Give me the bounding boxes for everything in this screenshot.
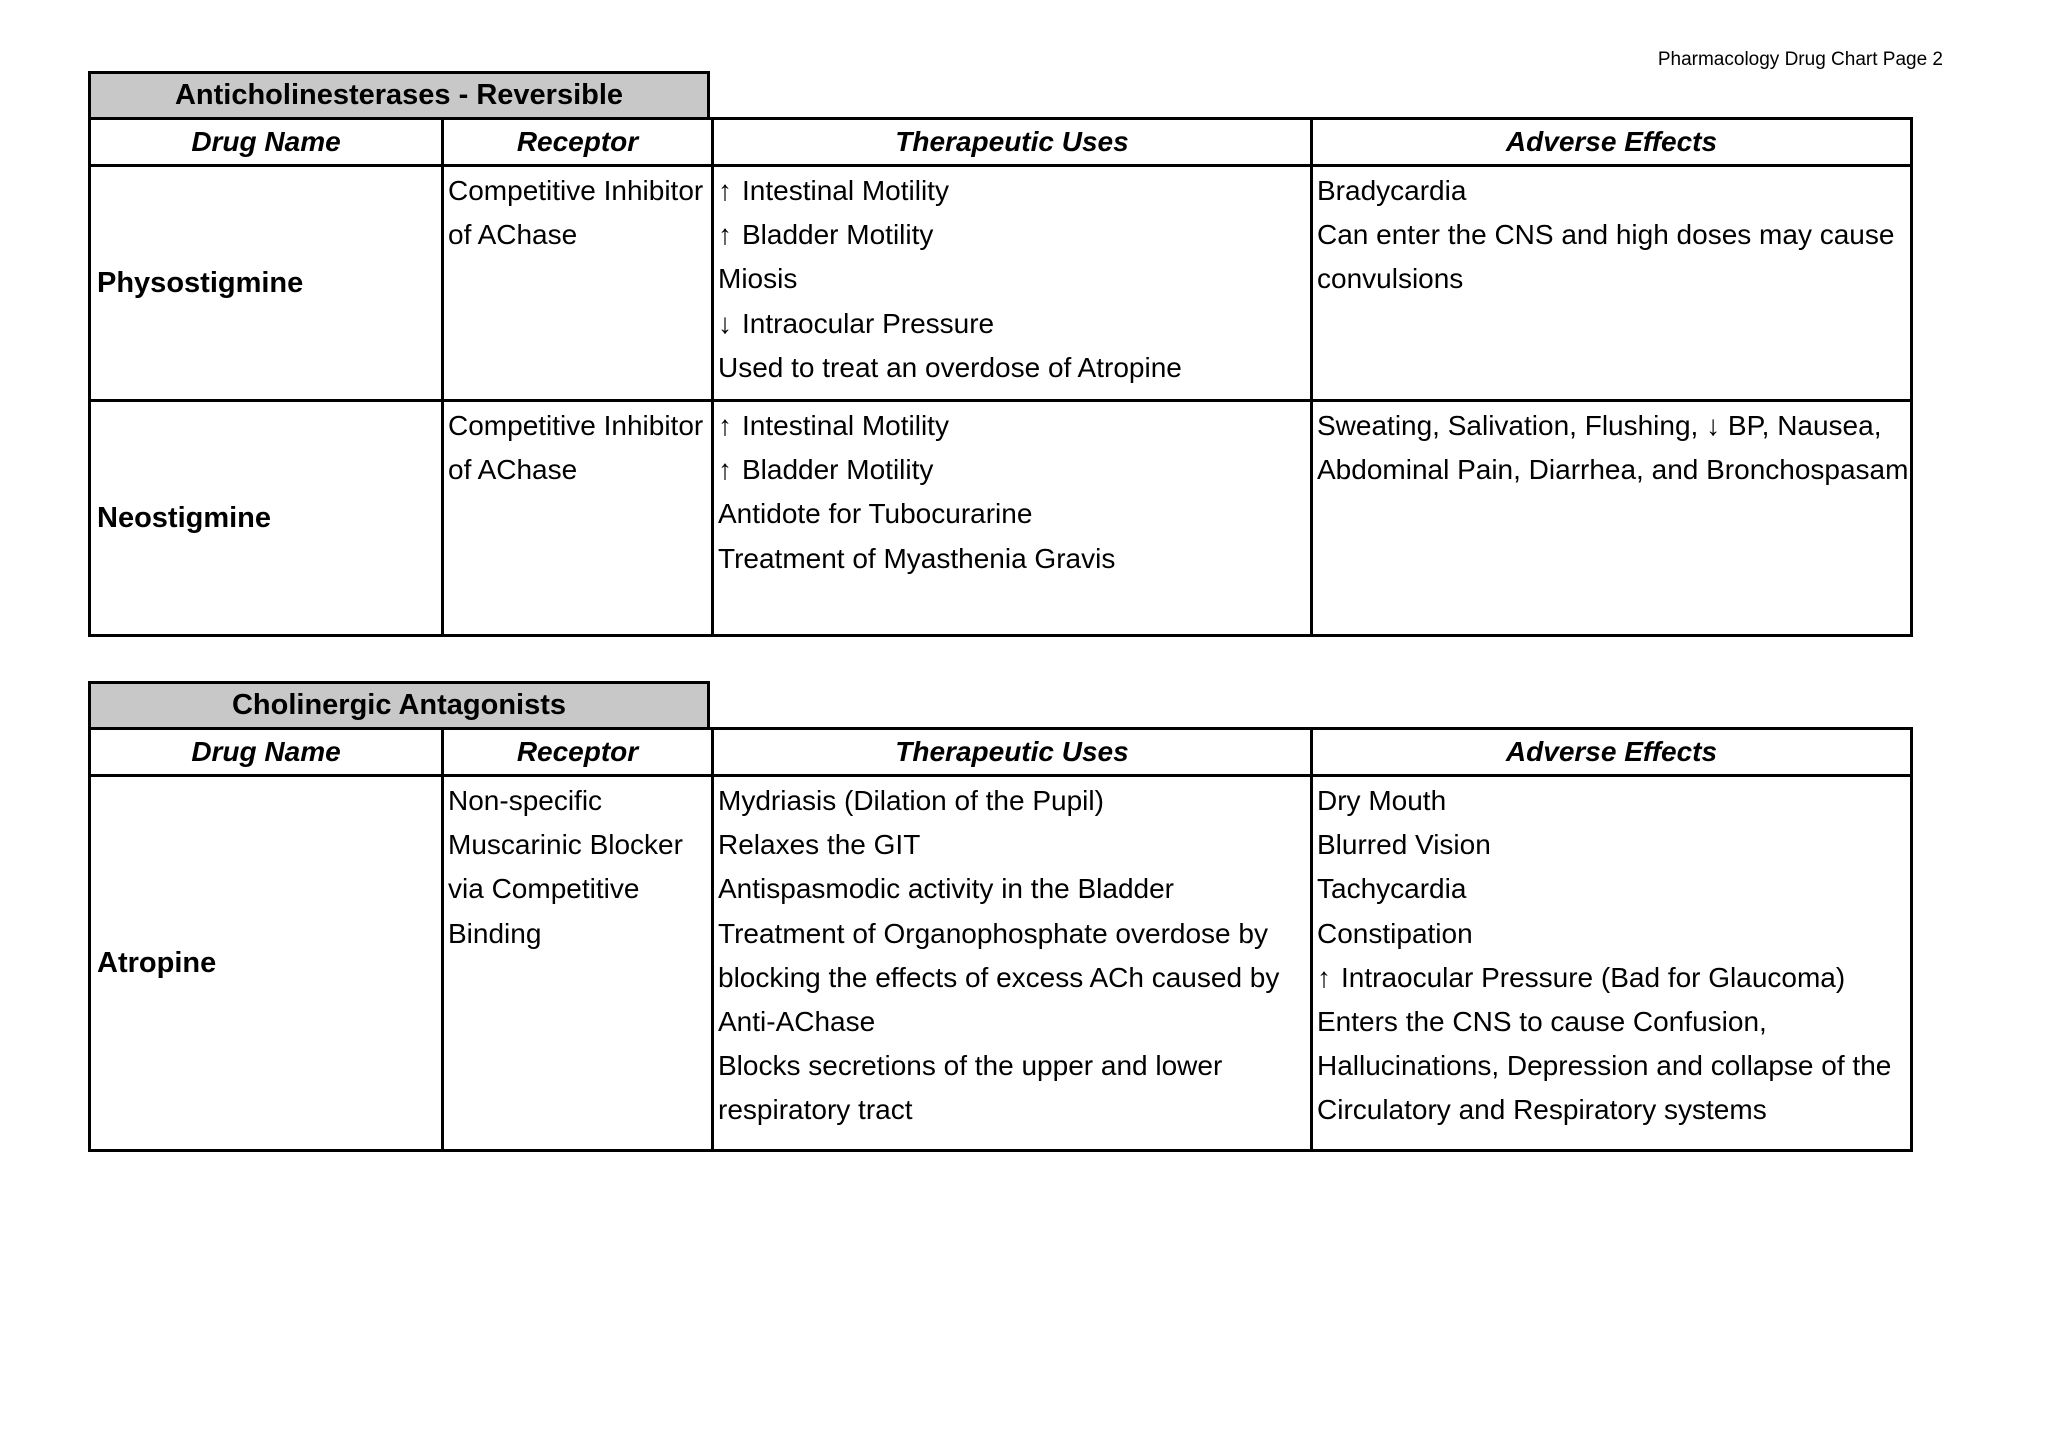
use-line: Treatment of Organophosphate overdose by [718, 917, 1268, 949]
column-header-therapeutic-uses: Therapeutic Uses [713, 729, 1312, 776]
adverse-effects-cell [1312, 166, 1912, 401]
receptor-cell [443, 166, 713, 401]
use-line: Mydriasis (Dilation of the Pupil) [718, 785, 1104, 816]
receptor-line: of AChase [448, 454, 578, 486]
use-line: Treatment of Myasthenia Gravis [718, 542, 1116, 574]
use-line: blocking the effects of excess ACh caused by [718, 961, 1280, 993]
table-row [90, 401, 1912, 636]
up-arrow-icon: ↑ [718, 410, 732, 441]
column-header-receptor: Receptor [443, 729, 713, 776]
use-line: Relaxes the GIT [718, 829, 921, 861]
table-header-row [90, 729, 1912, 776]
adverse-line: Hallucinations, Depression and collapse of the [1317, 1050, 1892, 1082]
use-line: ↑ Bladder Motility [718, 213, 1310, 257]
table-row [90, 776, 1912, 1151]
adverse-line: Blurred Vision [1317, 829, 1491, 861]
adverse-line: Enters the CNS to cause Confusion, [1317, 1006, 1767, 1038]
up-arrow-icon: ↑ [718, 219, 732, 251]
use-line: Antidote for Tubocurarine [718, 498, 1033, 530]
column-header-therapeutic-uses: Therapeutic Uses [713, 119, 1312, 166]
column-header-adverse-effects: Adverse Effects [1312, 119, 1912, 166]
adverse-line: Circulatory and Respiratory systems [1317, 1094, 1767, 1126]
adverse-line: Abdominal Pain, Diarrhea, and Bronchospasam [1317, 454, 1909, 486]
section-cholinergic-antagonists [88, 681, 1910, 1152]
therapeutic-uses-cell [713, 776, 1312, 1151]
use-line: respiratory tract [718, 1094, 913, 1126]
therapeutic-uses-cell [713, 401, 1312, 636]
column-header-adverse-effects: Adverse Effects [1312, 729, 1912, 776]
adverse-line: Dry Mouth [1317, 785, 1447, 816]
column-header-drug-name: Drug Name [90, 729, 443, 776]
section-title: Anticholinesterases - Reversible [88, 71, 710, 117]
use-line: Antispasmodic activity in the Bladder [718, 873, 1174, 905]
adverse-effects-cell [1312, 401, 1912, 636]
section-anticholinesterases [88, 71, 1910, 637]
adverse-line: Sweating, Salivation, Flushing, ↓ BP, Nausea, [1317, 410, 1882, 441]
up-arrow-icon: ↑ [1317, 961, 1331, 993]
receptor-cell [443, 776, 713, 1151]
table-header-row [90, 119, 1912, 166]
up-arrow-icon: ↑ [718, 454, 732, 486]
use-line: ↓ Intraocular Pressure [718, 302, 1310, 346]
receptor-line: Competitive Inhibitor [448, 410, 704, 441]
adverse-line: Bradycardia [1317, 175, 1467, 206]
adverse-line: Can enter the CNS and high doses may cause [1317, 219, 1895, 251]
up-arrow-icon: ↑ [718, 175, 732, 206]
use-line: Miosis [718, 263, 798, 295]
use-line: Used to treat an overdose of Atropine [718, 351, 1182, 383]
adverse-line: convulsions [1317, 263, 1464, 295]
drug-table [88, 117, 1913, 637]
drug-table [88, 727, 1913, 1152]
adverse-line: ↑ Intraocular Pressure (Bad for Glaucoma) [1317, 956, 1910, 1000]
column-header-drug-name: Drug Name [90, 119, 443, 166]
table-row [90, 166, 1912, 401]
therapeutic-uses-cell [713, 166, 1312, 401]
receptor-line: via Competitive [448, 873, 640, 905]
section-title: Cholinergic Antagonists [88, 681, 710, 727]
down-arrow-icon: ↓ [718, 307, 732, 339]
use-line: Blocks secretions of the upper and lower [718, 1050, 1223, 1082]
down-arrow-icon: ↓ [1706, 410, 1721, 441]
receptor-line: of AChase [448, 219, 578, 251]
adverse-line: Constipation [1317, 917, 1473, 949]
adverse-line: Tachycardia [1317, 873, 1467, 905]
receptor-line: Muscarinic Blocker [448, 829, 683, 861]
use-line: Anti-AChase [718, 1006, 876, 1038]
drug-name-cell: Atropine [90, 776, 443, 1151]
receptor-cell [443, 401, 713, 636]
receptor-line: Non-specific [448, 785, 603, 816]
receptor-line: Binding [448, 917, 542, 949]
use-line: ↑ Intestinal Motility [718, 404, 1310, 448]
receptor-line: Competitive Inhibitor [448, 175, 704, 206]
adverse-effects-cell [1312, 776, 1912, 1151]
use-line: ↑ Intestinal Motility [718, 169, 1310, 213]
column-header-receptor: Receptor [443, 119, 713, 166]
use-line: ↑ Bladder Motility [718, 448, 1310, 492]
drug-name-cell: Physostigmine [90, 166, 443, 401]
drug-name-cell: Neostigmine [90, 401, 443, 636]
page-header: Pharmacology Drug Chart Page 2 [1657, 49, 1943, 70]
